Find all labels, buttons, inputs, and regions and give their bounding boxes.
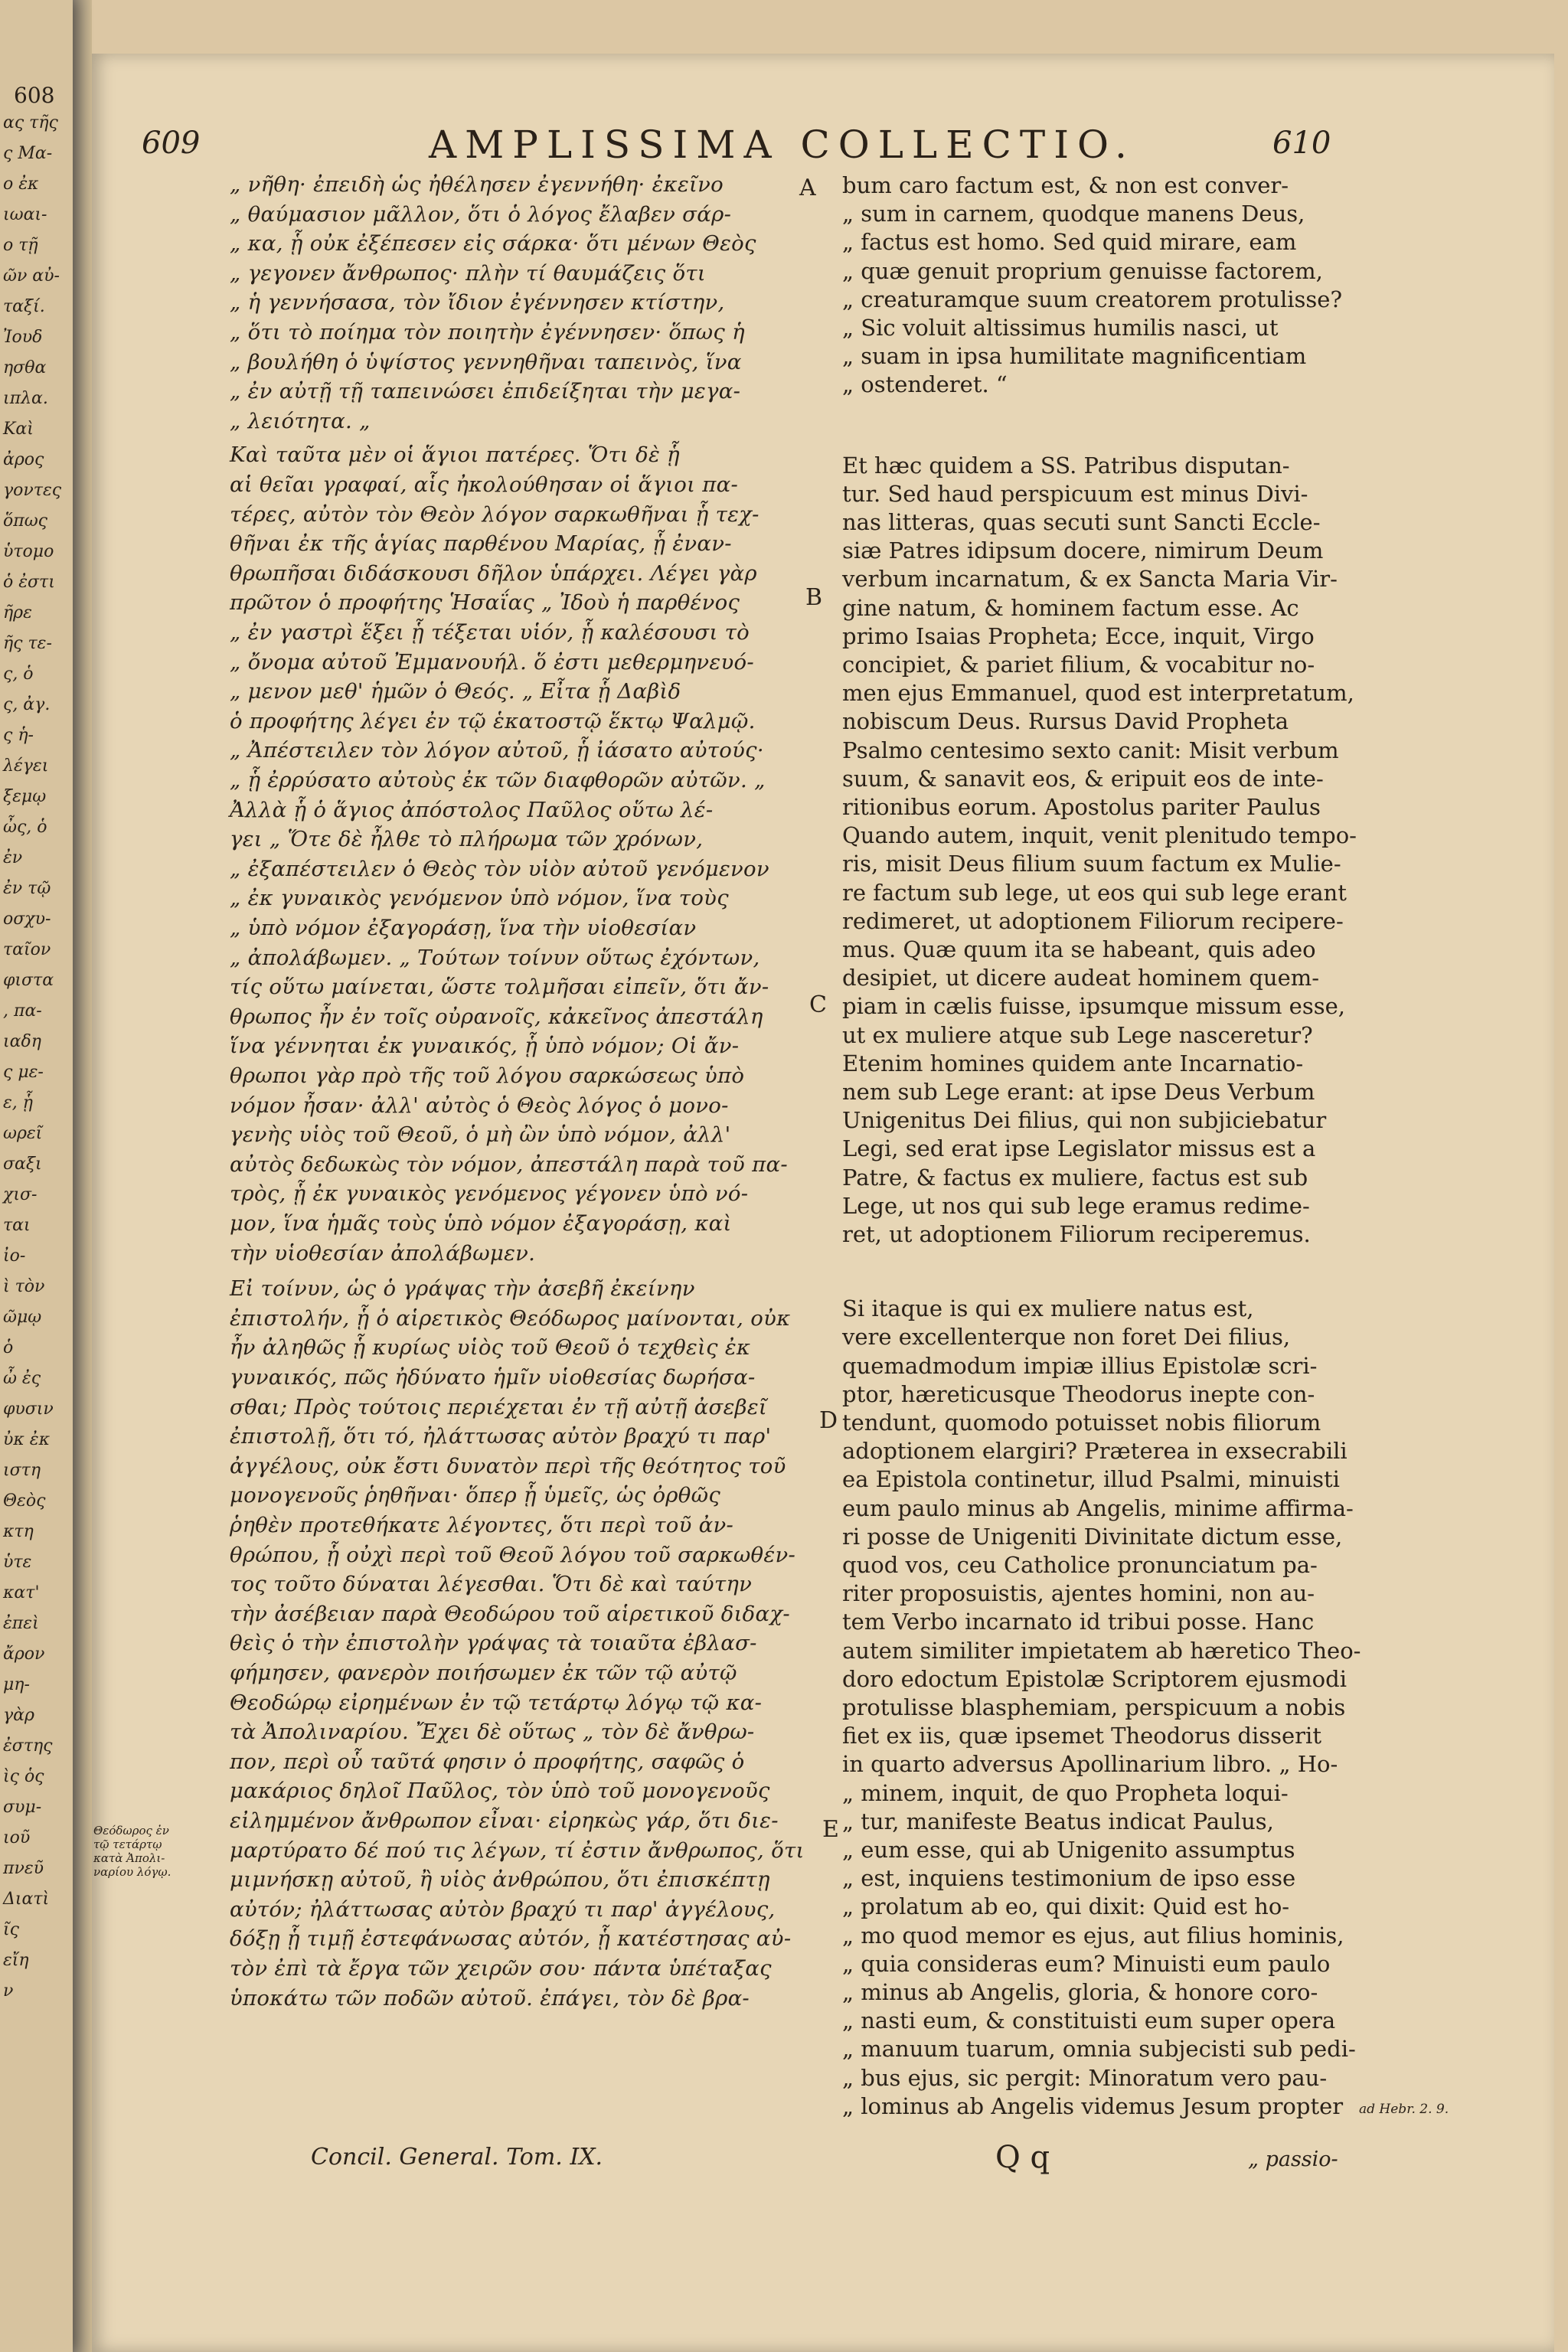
previous-page-fragment: μη-	[3, 1675, 30, 1694]
text-line: „ quia consideras eum? Minuisti eum paulo	[842, 1950, 1331, 1977]
text-line: „ θαύμασιον μᾶλλον, ὅτι ὁ λόγος ἔλαβεν σάρ-	[230, 201, 732, 227]
left-page-number: 609	[142, 126, 201, 161]
text-line: Psalmo centesimo sexto canit: Misit verbum	[842, 737, 1339, 763]
text-line: in quarto adversus Apollinarium libro. „ Ho-	[842, 1751, 1338, 1778]
text-line: „ suam in ipsa humilitate magnificentiam	[842, 343, 1307, 370]
text-line: πρῶτον ὁ προφήτης Ἡσαΐας „ Ἰδοὺ ἡ παρθένος	[230, 590, 740, 616]
previous-page-fragment: ὁ	[3, 1338, 14, 1357]
text-line: πον, περὶ οὗ ταῦτά φησιν ὁ προφήτης, σαφῶς ὁ	[230, 1749, 745, 1774]
previous-page-fragment: ιστη	[3, 1461, 41, 1480]
previous-page-fragment: ωρεῖ	[3, 1124, 43, 1143]
previous-page-fragment: ἐν τῷ	[3, 879, 51, 898]
text-line: quemadmodum impiæ illius Epistolæ scri-	[842, 1352, 1318, 1379]
text-line: „ νῆθη· ἐπειδὴ ὡς ἠθέλησεν ἐγεννήθη· ἐκεῖνο	[230, 172, 724, 197]
text-line: eum paulo minus ab Angelis, minime affirma-	[842, 1494, 1354, 1521]
text-line: quod vos, ceu Catholice pronunciatum pa-	[842, 1552, 1318, 1578]
previous-page-fragment: ἰο-	[3, 1246, 26, 1266]
text-line: siæ Patres idipsum docere, nimirum Deum	[842, 537, 1324, 564]
text-line: μον, ἵνα ἡμᾶς τοὺς ὑπὸ νόμον ἐξαγοράσῃ, καὶ	[230, 1211, 732, 1236]
text-line: γενὴς υἱὸς τοῦ Θεοῦ, ὁ μὴ ὢν ὑπὸ νόμον, ἀλλ'	[230, 1122, 731, 1148]
previous-page-fragment: ὁ ἐστι	[3, 573, 55, 592]
previous-page-fragment: ἀρος	[3, 450, 44, 469]
margin-letter: B	[805, 584, 823, 611]
previous-page-fragment: λέγει	[3, 756, 49, 776]
margin-letter: A	[799, 175, 816, 201]
text-line: θρωπος ἦν ἐν τοῖς οὐρανοῖς, κἀκεῖνος ἀπεστάλη	[230, 1004, 763, 1029]
text-line: „ ἐξαπέστειλεν ὁ Θεὸς τὸν υἱὸν αὐτοῦ γενόμενον	[230, 856, 769, 881]
previous-page-fragment: ὑτομο	[3, 542, 54, 561]
margin-letter: D	[819, 1407, 838, 1434]
text-line: Quando autem, inquit, venit plenitudo tempo-	[842, 822, 1357, 849]
text-line: „ γεγονεν ἄνθρωπος· πλὴν τί θαυμάζεις ὅτι	[230, 260, 706, 286]
previous-page-fragment: ξεμῳ	[3, 787, 47, 806]
text-line: Εἰ τοίνυν, ὡς ὁ γράψας τὴν ἀσεβῆ ἐκείνην	[230, 1276, 695, 1302]
previous-page-fragment: ται	[3, 1216, 31, 1235]
text-line: protulisse blasphemiam, perspicuum a nobis	[842, 1694, 1346, 1720]
text-line: „ ἐν γαστρὶ ἕξει ᾗ τέξεται υἱόν, ᾗ καλέσουσι τὸ	[230, 620, 750, 645]
text-line: „ lominus ab Angelis videmus Jesum propter	[842, 2092, 1344, 2119]
text-line: εἰλημμένον ἄνθρωπον εἶναι· εἰρηκὼς γάρ, ὅτι διε-	[230, 1808, 779, 1833]
catchword: „ passio-	[1248, 2148, 1338, 2171]
text-line: τὴν ἀσέβειαν παρὰ Θεοδώρου τοῦ αἱρετικοῦ διδαχ-	[230, 1601, 790, 1626]
text-line: ἀγγέλους, οὐκ ἔστι δυνατὸν περὶ τῆς θεότητος τοῦ	[230, 1453, 786, 1478]
reference-note: ad Hebr. 2. 9.	[1359, 2102, 1449, 2117]
text-line: tendunt, quomodo potuisset nobis filiorum	[842, 1410, 1321, 1436]
previous-page-fragment: ἐν	[3, 848, 23, 867]
text-line: τίς οὕτω μαίνεται, ὥστε τολμῆσαι εἰπεῖν, ὅτι ἄν-	[230, 975, 769, 1000]
text-line: „ quæ genuit proprium genuisse factorem,	[842, 257, 1323, 284]
previous-page-fragment: ὐκ ἐκ	[3, 1430, 51, 1449]
previous-page-fragment: ς ἡ-	[3, 726, 34, 745]
text-line: „ Ἀπέστειλεν τὸν λόγον αὐτοῦ, ᾗ ἰάσατο αὐτούς·	[230, 738, 764, 763]
text-line: αἱ θεῖαι γραφαί, αἷς ἠκολούθησαν οἱ ἅγιοι πα-	[230, 472, 739, 497]
text-line: nem sub Lege erant: at ipse Deus Verbum	[842, 1079, 1315, 1105]
previous-page-fragment: συμ-	[3, 1798, 42, 1817]
text-line: μακάριος δηλοῖ Παῦλος, τὸν ὑπὸ τοῦ μονογενοῦς	[230, 1779, 770, 1804]
text-line: τὸν ἐπὶ τὰ ἔργα τῶν χειρῶν σου· πάντα ὑπέταξας	[230, 1956, 772, 1981]
text-line: bum caro factum est, & non est conver-	[842, 172, 1289, 198]
text-line: Et hæc quidem a SS. Patribus disputan-	[842, 452, 1290, 479]
text-line: „ ὄνομα αὐτοῦ Ἐμμανουήλ. ὅ ἐστι μεθερμηνευό-	[230, 649, 754, 675]
text-line: „ factus est homo. Sed quid mirare, eam	[842, 229, 1297, 256]
text-line: „ manuum tuarum, omnia subjecisti sub pedi-	[842, 2036, 1356, 2063]
signature-mark: Q q	[995, 2140, 1050, 2175]
text-line: verbum incarnatum, & ex Sancta Maria Vir-	[842, 566, 1338, 593]
previous-page-fragment: ὦ ἐς	[3, 1369, 41, 1388]
previous-page-fragment: ταξί.	[3, 297, 45, 316]
text-line: „ βουλήθη ὁ ὑψίστος γεννηθῆναι ταπεινὸς, ἵνα	[230, 349, 742, 374]
text-line: ea Epistola continetur, illud Psalmi, minuisti	[842, 1466, 1340, 1493]
text-line: „ μενον μεθ' ἡμῶν ὁ Θεός. „ Εἶτα ᾗ Δαβὶδ	[230, 679, 681, 704]
text-line: suum, & sanavit eos, & eripuit eos de inte-	[842, 765, 1324, 792]
previous-page-fragment: ιπλα.	[3, 389, 48, 408]
text-line: nas litteras, quas secuti sunt Sancti Eccle-	[842, 509, 1321, 535]
right-page-number: 610	[1272, 126, 1331, 161]
text-line: „ ἐκ γυναικὸς γενόμενον ὑπὸ νόμον, ἵνα τοὺς	[230, 886, 729, 911]
previous-page-fragment: οσχυ-	[3, 910, 51, 929]
text-line: Etenim homines quidem ante Incarnatio-	[842, 1050, 1304, 1076]
text-line: μαρτύρατο δέ πού τις λέγων, τί ἐστιν ἄνθρωπος, ὅτι	[230, 1838, 805, 1863]
text-line: „ bus ejus, sic pergit: Minoratum vero pau-	[842, 2064, 1328, 2091]
text-line: „ ἀπολάβωμεν. „ Τούτων τοίνυν οὕτως ἐχόντων,	[230, 945, 760, 970]
previous-page-fragment: ὅπως	[3, 511, 47, 531]
text-line: φήμησεν, φανερὸν ποιήσωμεν ἐκ τῶν τῷ αὐτῷ	[230, 1661, 737, 1685]
text-line: „ λειότητα. „	[230, 408, 371, 433]
text-line: γει „ Ὅτε δὲ ἦλθε τὸ πλήρωμα τῶν χρόνων,	[230, 827, 704, 852]
previous-page-edge	[0, 0, 73, 2352]
previous-page-fragment: ς, ἀγ.	[3, 695, 51, 714]
text-line: σθαι; Πρὸς τούτοις περιέχεται ἐν τῇ αὐτῇ ἀσεβεῖ	[230, 1394, 767, 1419]
text-line: ὁ προφήτης λέγει ἐν τῷ ἑκατοστῷ ἕκτῳ Ψαλμῷ.	[230, 708, 756, 733]
previous-page-fragment: Διατὶ	[3, 1890, 50, 1909]
previous-page-fragment: ο ἐκ	[3, 175, 39, 194]
text-line: „ tur, manifeste Beatus indicat Paulus,	[842, 1808, 1274, 1834]
text-line: „ ὅτι τὸ ποίημα τὸν ποιητὴν ἐγέννησεν· ὅπως ἡ	[230, 320, 745, 345]
previous-page-fragment: ταῖον	[3, 940, 51, 959]
text-line: Patre, & factus ex muliere, factus est sub	[842, 1164, 1308, 1191]
text-line: „ est, inquiens testimonium de ipso esse	[842, 1865, 1296, 1892]
previous-page-fragment: ἄρον	[3, 1645, 45, 1664]
text-line: „ Sic voluit altissimus humilis nasci, ut	[842, 315, 1279, 341]
text-line: mus. Quæ quum ita se habeant, quis adeo	[842, 936, 1316, 962]
text-line: ἦν ἀληθῶς ᾗ κυρίως υἱὸς τοῦ Θεοῦ ὁ τεχθεὶς ἐκ	[230, 1335, 751, 1361]
text-line: „ eum esse, qui ab Unigenito assumptus	[842, 1837, 1295, 1863]
text-line: Unigenitus Dei filius, qui non subjiciebatur	[842, 1107, 1327, 1134]
previous-page-fragment: γὰρ	[3, 1706, 34, 1725]
text-line: tem Verbo incarnato id tribui posse. Hanc	[842, 1609, 1315, 1635]
text-line: Θεοδώρῳ εἰρημένων ἐν τῷ τετάρτῳ λόγῳ τῷ κα-	[230, 1690, 763, 1715]
previous-page-number: 608	[14, 83, 55, 108]
text-line: τὴν υἱοθεσίαν ἀπολάβωμεν.	[230, 1240, 536, 1266]
previous-page-fragment: φιστα	[3, 971, 54, 990]
previous-page-fragment: Καὶ	[3, 420, 34, 439]
previous-page-fragment: ας τῆς	[3, 113, 58, 132]
previous-page-fragment: κατ'	[3, 1583, 40, 1602]
previous-page-fragment: χισ-	[3, 1185, 38, 1204]
text-line: τὰ Ἀπολιναρίου. Ἔχει δὲ οὕτως „ τὸν δὲ ἄνθρω-	[230, 1720, 755, 1745]
text-line: „ minem, inquit, de quo Propheta loqui-	[842, 1779, 1289, 1806]
text-line: concipiet, & pariet filium, & vocabitur no-	[842, 652, 1315, 678]
previous-page-fragment: ῆς τε-	[3, 634, 52, 653]
previous-page-fragment: εἴη	[3, 1951, 29, 1970]
text-line: Si itaque is qui ex muliere natus est,	[842, 1295, 1254, 1322]
previous-page-fragment: ιαδη	[3, 1032, 41, 1051]
text-line: Ἀλλὰ ᾗ ὁ ἅγιος ἀπόστολος Παῦλος οὕτω λέ-	[230, 797, 714, 822]
text-line: adoptionem elargiri? Præterea in exsecrabili	[842, 1438, 1348, 1465]
previous-page-fragment: ῖς	[3, 1920, 19, 1939]
margin-letter: E	[822, 1816, 839, 1843]
previous-page-fragment: ς με-	[3, 1063, 44, 1082]
text-line: ἐπιστολῇ, ὅτι τό, ἠλάττωσας αὐτὸν βραχύ τι παρ'	[230, 1424, 772, 1449]
previous-page-fragment: φυσιν	[3, 1400, 54, 1419]
previous-page-fragment: Θεὸς	[3, 1491, 46, 1511]
text-line: ptor, hæreticusque Theodorus inepte con-	[842, 1380, 1315, 1407]
text-line: gine natum, & hominem factum esse. Ac	[842, 594, 1299, 621]
text-line: θεὶς ὁ τὴν ἐπιστολὴν γράψας τὰ τοιαῦτα ἐβλασ-	[230, 1631, 757, 1656]
text-line: „ creaturamque suum creatorem protulisse?	[842, 286, 1343, 312]
previous-page-fragment: ὶ τὸν	[3, 1277, 45, 1296]
previous-page-fragment: ὶς ὁς	[3, 1767, 44, 1786]
text-line: μονογενοῦς ῥηθῆναι· ὅπερ ᾗ ὑμεῖς, ὡς ὀρθῶς	[230, 1483, 721, 1508]
text-line: vere excellenterque non foret Dei filius,	[842, 1324, 1291, 1351]
text-line: ut ex muliere atque sub Lege nasceretur?	[842, 1021, 1313, 1048]
text-line: ris, misit Deus filium suum factum ex Mulie-	[842, 851, 1341, 877]
text-line: αὐτόν; ἠλάττωσας αὐτὸν βραχύ τι παρ' ἀγγέλους,	[230, 1896, 776, 1922]
previous-page-fragment: γοντες	[3, 481, 62, 500]
running-title: AMPLISSIMA COLLECTIO.	[429, 122, 1135, 167]
text-line: θρωπῆσαι διδάσκουσι δῆλον ὑπάρχει. Λέγει γὰρ	[230, 560, 757, 586]
text-line: μιμνήσκῃ αὐτοῦ, ἢ υἱὸς ἀνθρώπου, ὅτι ἐπισκέπτῃ	[230, 1867, 770, 1893]
text-line: ῥηθὲν προτεθήκατε λέγοντες, ὅτι περὶ τοῦ ἀν-	[230, 1513, 734, 1537]
text-line: riter proposuistis, ajentes homini, non au-	[842, 1580, 1315, 1607]
previous-page-fragment: ο τῇ	[3, 236, 38, 255]
text-line: τέρες, αὐτὸν τὸν Θεὸν λόγον σαρκωθῆναι ᾗ τεχ-	[230, 501, 760, 527]
text-line: „ ἐν αὐτῇ τῇ ταπεινώσει ἐπιδείξηται τὴν μεγα-	[230, 379, 741, 404]
previous-page-fragment: ὦς, ὁ	[3, 818, 47, 837]
text-line: doro edoctum Epistolæ Scriptorem ejusmodi	[842, 1665, 1347, 1692]
previous-page-fragment: ἐπεὶ	[3, 1614, 39, 1633]
side-note: Θεόδωρος ἐν τῷ τετάρτῳ κατὰ Ἀπολι-ναρίου λόγῳ.	[93, 1824, 172, 1879]
text-line: τρὸς, ᾗ ἐκ γυναικὸς γενόμενος γέγονεν ὑπὸ νό-	[230, 1181, 749, 1207]
previous-page-fragment: ν	[3, 1981, 14, 2001]
text-line: θῆναι ἐκ τῆς ἁγίας παρθένου Μαρίας, ᾗ ἐναν-	[230, 531, 732, 557]
text-line: γυναικός, πῶς ἠδύνατο ἡμῖν υἱοθεσίας δωρήσα-	[230, 1365, 756, 1390]
text-line: „ mo quod memor es ejus, aut filius hominis,	[842, 1922, 1344, 1949]
text-line: primo Isaias Propheta; Ecce, inquit, Virgo	[842, 622, 1315, 649]
previous-page-fragment: ἐστης	[3, 1736, 53, 1756]
previous-page-fragment: , πα-	[3, 1001, 42, 1021]
text-line: „ nasti eum, & constituisti eum super opera	[842, 2007, 1336, 2034]
text-line: „ ostenderet. “	[842, 371, 1008, 398]
text-line: ret, ut adoptionem Filiorum reciperemus.	[842, 1221, 1311, 1247]
previous-page-fragment: Ἰουδ	[3, 328, 43, 347]
text-line: θρώπου, ᾗ οὐχὶ περὶ τοῦ Θεοῦ λόγου τοῦ σαρκωθέν-	[230, 1542, 796, 1567]
text-line: ri posse de Unigeniti Divinitate dictum esse,	[842, 1523, 1343, 1550]
text-line: „ minus ab Angelis, gloria, & honore coro-	[842, 1979, 1318, 2005]
previous-page-fragment: ιωαι-	[3, 205, 47, 224]
previous-page-fragment: πνεῦ	[3, 1859, 44, 1878]
text-line: ἵνα γέννηται ἐκ γυναικός, ᾗ ὑπὸ νόμον; Οἱ ἄν-	[230, 1034, 740, 1059]
text-line: „ sum in carnem, quodque manens Deus,	[842, 201, 1305, 227]
text-line: men ejus Emmanuel, quod est interpretatum,	[842, 680, 1354, 707]
text-line: desipiet, ut dicere audeat hominem quem-	[842, 965, 1320, 991]
text-line: autem similiter impietatem ab hæretico Theo-	[842, 1637, 1361, 1664]
text-line: re factum sub lege, ut eos qui sub lege erant	[842, 879, 1347, 906]
previous-page-fragment: ς Μα-	[3, 144, 53, 163]
previous-page-fragment: ῶμῳ	[3, 1308, 42, 1327]
text-line: Legi, sed erat ipse Legislator missus est a	[842, 1135, 1316, 1162]
text-line: „ ᾗ ἐρρύσατο αὐτοὺς ἐκ τῶν διαφθορῶν αὐτῶν. „	[230, 768, 766, 792]
text-line: δόξῃ ᾗ τιμῇ ἐστεφάνωσας αὐτόν, ᾗ κατέστησας αὐ-	[230, 1926, 792, 1952]
margin-letter: C	[809, 991, 827, 1018]
previous-page-fragment: ησθα	[3, 358, 47, 377]
previous-page-fragment: ε, ᾗ	[3, 1093, 33, 1112]
previous-page-fragment: ς, ὁ	[3, 665, 34, 684]
previous-page-fragment: ῶν αὐ-	[3, 266, 60, 286]
text-line: nobiscum Deus. Rursus David Propheta	[842, 708, 1289, 735]
text-line: tur. Sed haud perspicuum est minus Divi-	[842, 480, 1308, 507]
text-line: „ ἡ γεννήσασα, τὸν ἴδιον ἐγέννησεν κτίστην,	[230, 290, 725, 315]
footer-citation: Concil. General. Tom. IX.	[311, 2144, 603, 2171]
text-line: „ ὑπὸ νόμον ἐξαγοράσῃ, ἵνα τὴν υἱοθεσίαν	[230, 916, 697, 940]
previous-page-fragment: ιοῦ	[3, 1828, 31, 1847]
text-line: ὑποκάτω τῶν ποδῶν αὐτοῦ. ἐπάγει, τὸν δὲ βρα-	[230, 1985, 750, 2011]
text-line: „ κα, ᾗ οὐκ ἐξέπεσεν εἰς σάρκα· ὅτι μένων Θεὸς	[230, 231, 756, 256]
previous-page-fragment: κτη	[3, 1522, 34, 1541]
text-line: piam in cælis fuisse, ipsumque missum esse,	[842, 993, 1345, 1020]
text-line: Lege, ut nos qui sub lege eramus redime-	[842, 1192, 1310, 1219]
text-line: αὐτὸς δεδωκὼς τὸν νόμον, ἀπεστάλη παρὰ τοῦ πα-	[230, 1152, 788, 1177]
text-line: „ prolatum ab eo, qui dixit: Quid est ho-	[842, 1893, 1290, 1920]
text-line: fiet ex iis, quæ ipsemet Theodorus disserit	[842, 1723, 1321, 1749]
text-line: redimeret, ut adoptionem Filiorum recipere-	[842, 907, 1344, 934]
previous-page-fragment: ὑτε	[3, 1553, 32, 1572]
text-line: Καὶ ταῦτα μὲν οἱ ἅγιοι πατέρες. Ὅτι δὲ ᾗ	[230, 443, 680, 468]
previous-page-fragment: ῆρε	[3, 603, 32, 622]
text-line: νόμον ἦσαν· ἀλλ' αὐτὸς ὁ Θεὸς λόγος ὁ μονο-	[230, 1093, 729, 1118]
text-line: τος τοῦτο δύναται λέγεσθαι. Ὅτι δὲ καὶ ταύτην	[230, 1572, 753, 1597]
text-line: ἐπιστολήν, ᾗ ὁ αἱρετικὸς Θεόδωρος μαίνονται, οὐκ	[230, 1305, 791, 1331]
previous-page-fragment: σαξι	[3, 1155, 42, 1174]
text-line: θρωποι γὰρ πρὸ τῆς τοῦ λόγου σαρκώσεως ὑπὸ	[230, 1063, 745, 1088]
text-line: ritionibus eorum. Apostolus pariter Paulus	[842, 794, 1321, 820]
